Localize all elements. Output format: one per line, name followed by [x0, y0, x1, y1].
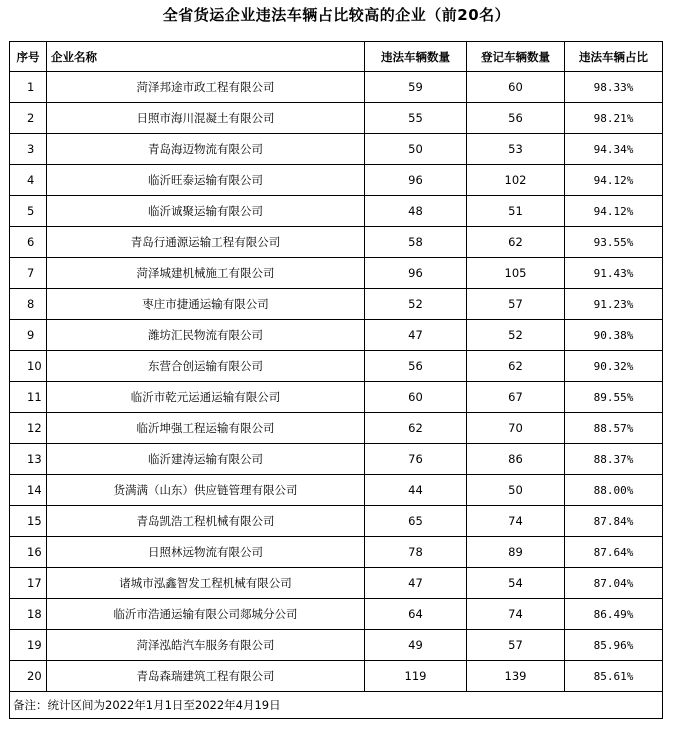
registered-count: 62	[467, 351, 565, 382]
registered-count: 56	[467, 103, 565, 134]
row-index: 3	[10, 134, 47, 165]
violation-ratio: 86.49%	[565, 599, 663, 630]
violation-ratio: 94.12%	[565, 196, 663, 227]
violation-ratio: 85.61%	[565, 661, 663, 692]
row-index: 15	[10, 506, 47, 537]
row-index: 20	[10, 661, 47, 692]
footnote: 备注：统计区间为2022年1月1日至2022年4月19日	[10, 692, 663, 719]
violation-count: 50	[365, 134, 467, 165]
violation-ratio: 90.32%	[565, 351, 663, 382]
company-name: 菏泽泓皓汽车服务有限公司	[47, 630, 365, 661]
violation-count: 59	[365, 72, 467, 103]
header-company: 企业名称	[47, 42, 365, 72]
row-index: 16	[10, 537, 47, 568]
table-row	[10, 630, 663, 661]
company-name: 临沂市乾元运通运输有限公司	[47, 382, 365, 413]
header-violations: 违法车辆数量	[365, 42, 467, 72]
violation-ratio: 91.43%	[565, 258, 663, 289]
violation-ratio: 90.38%	[565, 320, 663, 351]
company-name: 临沂建涛运输有限公司	[47, 444, 365, 475]
table-row	[10, 444, 663, 475]
table-row	[10, 320, 663, 351]
violation-ratio: 87.84%	[565, 506, 663, 537]
header-ratio: 违法车辆占比	[565, 42, 663, 72]
registered-count: 53	[467, 134, 565, 165]
registered-count: 57	[467, 289, 565, 320]
row-index: 2	[10, 103, 47, 134]
registered-count: 74	[467, 599, 565, 630]
violation-ratio: 88.00%	[565, 475, 663, 506]
table-row	[10, 289, 663, 320]
table-row	[10, 103, 663, 134]
header-index: 序号	[10, 42, 47, 72]
violation-count: 44	[365, 475, 467, 506]
violation-count: 62	[365, 413, 467, 444]
row-index: 10	[10, 351, 47, 382]
table-row	[10, 475, 663, 506]
table-row	[10, 568, 663, 599]
company-name: 临沂诚聚运输有限公司	[47, 196, 365, 227]
registered-count: 51	[467, 196, 565, 227]
violation-count: 47	[365, 568, 467, 599]
company-name: 菏泽城建机械施工有限公司	[47, 258, 365, 289]
table-row	[10, 72, 663, 103]
row-index: 13	[10, 444, 47, 475]
row-index: 17	[10, 568, 47, 599]
row-index: 11	[10, 382, 47, 413]
row-index: 12	[10, 413, 47, 444]
row-index: 7	[10, 258, 47, 289]
registered-count: 67	[467, 382, 565, 413]
registered-count: 105	[467, 258, 565, 289]
registered-count: 57	[467, 630, 565, 661]
table-row	[10, 537, 663, 568]
row-index: 9	[10, 320, 47, 351]
row-index: 4	[10, 165, 47, 196]
note-row	[10, 692, 663, 719]
page-title: 全省货运企业违法车辆占比较高的企业（前20名）	[162, 6, 511, 24]
violation-count: 65	[365, 506, 467, 537]
violation-count: 60	[365, 382, 467, 413]
registered-count: 89	[467, 537, 565, 568]
row-index: 5	[10, 196, 47, 227]
data-table	[9, 41, 663, 719]
violation-ratio: 94.12%	[565, 165, 663, 196]
table-row	[10, 661, 663, 692]
company-name: 青岛森瑞建筑工程有限公司	[47, 661, 365, 692]
table-row	[10, 506, 663, 537]
violation-ratio: 89.55%	[565, 382, 663, 413]
company-name: 枣庄市捷通运输有限公司	[47, 289, 365, 320]
violation-ratio: 88.37%	[565, 444, 663, 475]
row-index: 6	[10, 227, 47, 258]
company-name: 日照林远物流有限公司	[47, 537, 365, 568]
violation-ratio: 98.33%	[565, 72, 663, 103]
registered-count: 102	[467, 165, 565, 196]
table-row	[10, 227, 663, 258]
violation-count: 52	[365, 289, 467, 320]
registered-count: 70	[467, 413, 565, 444]
registered-count: 74	[467, 506, 565, 537]
violation-ratio: 91.23%	[565, 289, 663, 320]
company-name: 临沂旺泰运输有限公司	[47, 165, 365, 196]
table-row	[10, 134, 663, 165]
violation-ratio: 87.04%	[565, 568, 663, 599]
registered-count: 60	[467, 72, 565, 103]
table-row	[10, 258, 663, 289]
violation-ratio: 88.57%	[565, 413, 663, 444]
violation-count: 96	[365, 165, 467, 196]
header-registered: 登记车辆数量	[467, 42, 565, 72]
violation-ratio: 94.34%	[565, 134, 663, 165]
company-name: 货满满（山东）供应链管理有限公司	[47, 475, 365, 506]
company-name: 东营合创运输有限公司	[47, 351, 365, 382]
violation-count: 48	[365, 196, 467, 227]
violation-count: 119	[365, 661, 467, 692]
table-row	[10, 382, 663, 413]
company-name: 临沂坤强工程运输有限公司	[47, 413, 365, 444]
violation-ratio: 93.55%	[565, 227, 663, 258]
registered-count: 139	[467, 661, 565, 692]
table-row	[10, 196, 663, 227]
violation-ratio: 85.96%	[565, 630, 663, 661]
violation-count: 49	[365, 630, 467, 661]
header-row	[10, 42, 663, 72]
violation-count: 55	[365, 103, 467, 134]
violation-ratio: 87.64%	[565, 537, 663, 568]
violation-count: 96	[365, 258, 467, 289]
table-row	[10, 351, 663, 382]
violation-count: 64	[365, 599, 467, 630]
table-row	[10, 599, 663, 630]
violation-count: 58	[365, 227, 467, 258]
registered-count: 62	[467, 227, 565, 258]
violation-count: 47	[365, 320, 467, 351]
company-name: 潍坊汇民物流有限公司	[47, 320, 365, 351]
company-name: 临沂市浩通运输有限公司郯城分公司	[47, 599, 365, 630]
company-name: 诸城市泓鑫智发工程机械有限公司	[47, 568, 365, 599]
row-index: 14	[10, 475, 47, 506]
row-index: 19	[10, 630, 47, 661]
company-name: 日照市海川混凝土有限公司	[47, 103, 365, 134]
table-row	[10, 165, 663, 196]
violation-ratio: 98.21%	[565, 103, 663, 134]
violation-count: 76	[365, 444, 467, 475]
registered-count: 86	[467, 444, 565, 475]
row-index: 1	[10, 72, 47, 103]
row-index: 8	[10, 289, 47, 320]
table-row	[10, 413, 663, 444]
company-name: 青岛行通源运输工程有限公司	[47, 227, 365, 258]
registered-count: 50	[467, 475, 565, 506]
company-name: 青岛海迈物流有限公司	[47, 134, 365, 165]
registered-count: 52	[467, 320, 565, 351]
row-index: 18	[10, 599, 47, 630]
violation-count: 56	[365, 351, 467, 382]
company-name: 菏泽邦途市政工程有限公司	[47, 72, 365, 103]
violation-count: 78	[365, 537, 467, 568]
registered-count: 54	[467, 568, 565, 599]
company-name: 青岛凯浩工程机械有限公司	[47, 506, 365, 537]
